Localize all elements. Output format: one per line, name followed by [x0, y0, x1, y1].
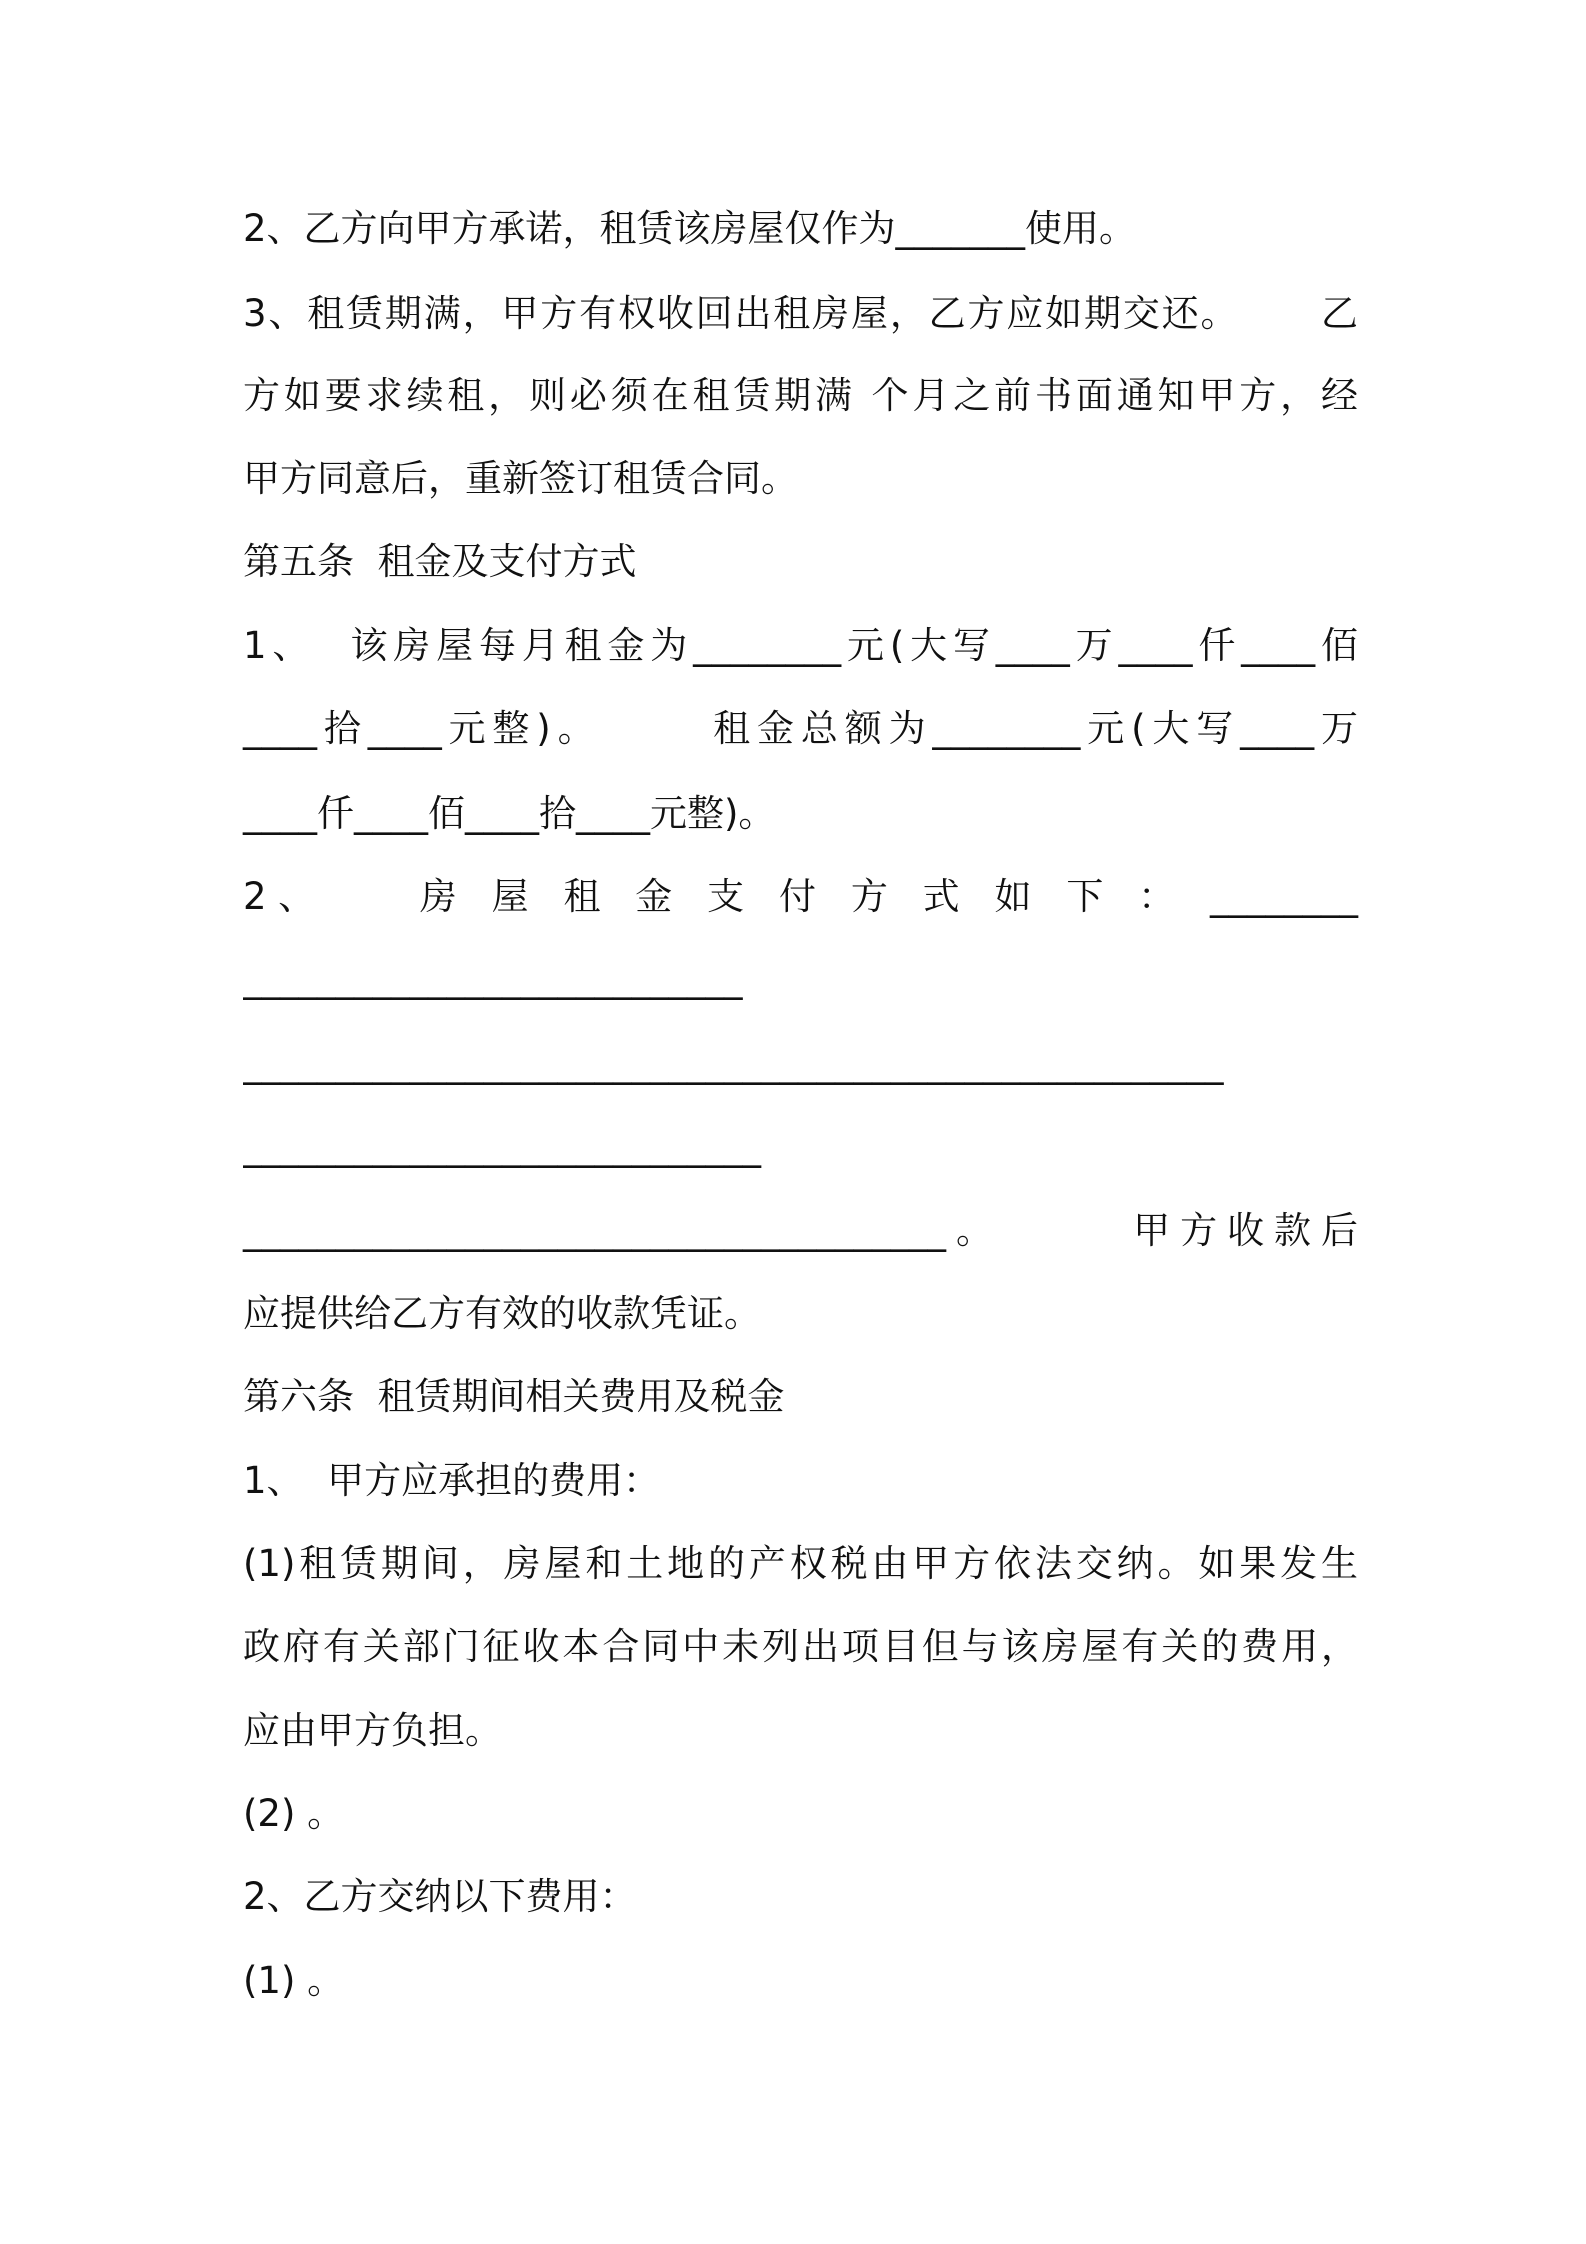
clause4-item3-line2: 方如要求续租，则必须在租赁期满 个月之前书面通知甲方，经 [243, 374, 1358, 417]
clause5-item1-line2: ____拾____元整)。 租金总额为________元(大写____万 [243, 707, 1358, 750]
clause4-item2: 2、乙方向甲方承诺，租赁该房屋仅作为_______使用。 [243, 207, 1137, 250]
clause6-item2-title: 2、乙方交纳以下费用： [243, 1875, 637, 1918]
clause5-heading: 第五条 租金及支付方式 [243, 540, 637, 583]
clause5-item2-line3: _____________________________________________________ [243, 1042, 1224, 1085]
clause6-item1-sub2: (2) 。 [243, 1792, 345, 1835]
clause5-item2-line2: ___________________________ [243, 957, 743, 1000]
clause5-item2-line4: ____________________________ [243, 1125, 761, 1168]
clause6-item1-sub1-line1: (1)租赁期间，房屋和土地的产权税由甲方依法交纳。如果发生 [243, 1542, 1358, 1585]
clause4-item3-line3: 甲方同意后，重新签订租赁合同。 [243, 457, 798, 500]
clause5-item2-line1: 2、 房 屋 租 金 支 付 方 式 如 下 ： ________ [243, 875, 1358, 918]
clause6-item1-sub1-line2: 政府有关部门征收本合同中未列出项目但与该房屋有关的费用， [243, 1625, 1358, 1668]
clause5-item1-line1: 1、 该房屋每月租金为________元(大写____万____仟____佰 [243, 624, 1358, 667]
clause4-item3-line1: 3、租赁期满，甲方有权收回出租房屋，乙方应如期交还。 乙 [243, 292, 1358, 335]
clause6-item1-sub1-line3: 应由甲方负担。 [243, 1709, 502, 1752]
clause5-item2-line5: ______________________________________。 甲方收款后 [243, 1209, 1358, 1252]
clause6-item2-sub1: (1) 。 [243, 1959, 345, 2002]
clause6-item1-title: 1、 甲方应承担的费用： [243, 1459, 661, 1502]
clause6-heading: 第六条 租赁期间相关费用及税金 [243, 1375, 785, 1418]
clause5-item1-line3: ____仟____佰____拾____元整)。 [243, 792, 776, 835]
clause5-item2-line6: 应提供给乙方有效的收款凭证。 [243, 1292, 761, 1335]
